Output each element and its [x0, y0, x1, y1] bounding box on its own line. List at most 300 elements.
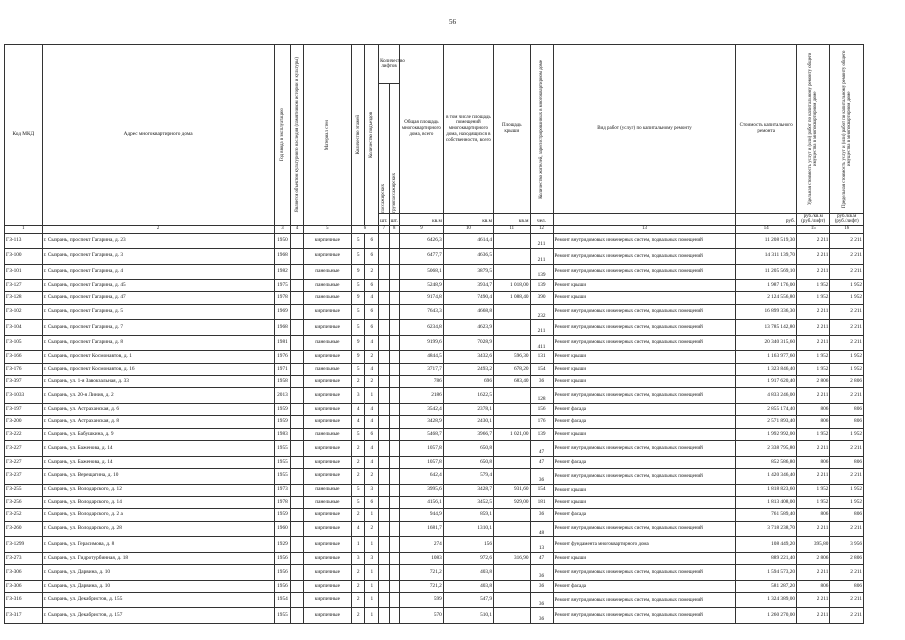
- cell-unit: 2 806: [797, 376, 830, 388]
- cell-cost: 1 987 176,00: [736, 280, 797, 292]
- table-row: [5, 509, 864, 521]
- cell-limit: 806: [830, 416, 864, 428]
- cell-address: г. Сызрань, ул. Гидротурбинная, д. 18: [42, 552, 274, 564]
- column-number: 10: [443, 225, 493, 233]
- cell-incl: 1622,5: [443, 388, 493, 404]
- cell-lc: [389, 233, 399, 249]
- cell-material: кирпичные: [303, 233, 351, 249]
- table-row: [5, 484, 864, 496]
- cell-heritage: [291, 363, 304, 375]
- cell-code: ГЗ-222: [5, 428, 43, 440]
- cell-code: ГЗ-113: [5, 233, 43, 249]
- cell-entrances: 6: [365, 496, 379, 508]
- cell-limit: 2 211: [830, 521, 864, 537]
- table-row: [5, 441, 864, 457]
- cell-heritage: [291, 484, 304, 496]
- cell-roof: [493, 304, 530, 320]
- cell-total: 4844,5: [399, 351, 443, 363]
- cell-lc: [389, 292, 399, 304]
- cell-year: 1978: [274, 292, 291, 304]
- cell-lp: [379, 292, 389, 304]
- cell-year: 1982: [274, 264, 291, 280]
- cell-residents: 154: [530, 484, 553, 496]
- cell-roof: [493, 509, 530, 521]
- cell-work: Ремонт фасада: [553, 416, 736, 428]
- cell-material: панельные: [303, 264, 351, 280]
- cell-residents: 139: [530, 264, 553, 280]
- cell-lc: [389, 509, 399, 521]
- cell-unit: 2 211: [797, 335, 830, 351]
- cell-year: 1983: [274, 428, 291, 440]
- cell-incl: 2493,2: [443, 363, 493, 375]
- cell-roof: [493, 441, 530, 457]
- column-number: 13: [553, 225, 736, 233]
- cell-floors: 4: [351, 403, 365, 415]
- cell-limit: 1 952: [830, 280, 864, 292]
- cell-entrances: 2: [365, 351, 379, 363]
- cell-unit: 806: [797, 580, 830, 592]
- cell-roof: 929,00: [493, 496, 530, 508]
- cell-lc: [389, 484, 399, 496]
- cell-cost: 1 813 408,00: [736, 496, 797, 508]
- cell-residents: 411: [530, 335, 553, 351]
- cell-incl: 2378,1: [443, 403, 493, 415]
- cell-total: 944,9: [399, 509, 443, 521]
- cell-residents: 47: [530, 456, 553, 468]
- cell-residents: 128: [530, 388, 553, 404]
- cell-code: ГЗ-176: [5, 363, 43, 375]
- cell-total: 7643,3: [399, 304, 443, 320]
- column-numbers-row: [5, 225, 864, 233]
- cell-incl: 2430,1: [443, 416, 493, 428]
- cell-material: кирпичные: [303, 608, 351, 624]
- cell-cost: 1 917 620,40: [736, 376, 797, 388]
- column-number: 1: [5, 225, 43, 233]
- table-row: [5, 521, 864, 537]
- cell-entrances: 4: [365, 363, 379, 375]
- cell-heritage: [291, 249, 304, 265]
- cell-address: г. Сызрань, проспект Космонавтов, д. 1: [42, 351, 274, 363]
- cell-limit: 2 211: [830, 264, 864, 280]
- cell-year: 1958: [274, 376, 291, 388]
- cell-heritage: [291, 521, 304, 537]
- cell-year: 2013: [274, 388, 291, 404]
- table-row: [5, 565, 864, 581]
- cell-total: 6477,7: [399, 249, 443, 265]
- cell-incl: 859,1: [443, 509, 493, 521]
- cell-residents: 47: [530, 441, 553, 457]
- cell-address: г. Сызрань, проспект Гагарина, д. 4: [42, 264, 274, 280]
- cell-work: Ремонт внутридомовых инженерных систем, подвальных помещений: [553, 304, 736, 320]
- cell-lp: [379, 580, 389, 592]
- cell-address: г. Сызрань, проспект Гагарина, д. 7: [42, 320, 274, 336]
- cell-floors: 2: [351, 608, 365, 624]
- cell-roof: [493, 521, 530, 537]
- cell-limit: 3 956: [830, 537, 864, 553]
- cell-year: 1975: [274, 280, 291, 292]
- column-number: 5: [303, 225, 351, 233]
- cell-unit: 2 211: [797, 320, 830, 336]
- cell-address: г. Сызрань, ул. Верещагина, д. 10: [42, 469, 274, 485]
- table-row: [5, 537, 864, 553]
- cell-total: 570: [399, 608, 443, 624]
- cell-limit: 1 952: [830, 292, 864, 304]
- cell-heritage: [291, 292, 304, 304]
- cell-total: 1681,7: [399, 521, 443, 537]
- cell-floors: 4: [351, 416, 365, 428]
- cell-cost: 1 992 992,00: [736, 428, 797, 440]
- cell-code: ГЗ-102: [5, 304, 43, 320]
- cell-address: г. Сызрань, ул. Астраханская, д. 6: [42, 403, 274, 415]
- table-row: [5, 304, 864, 320]
- col-roof-area-header: Площадь крыши: [493, 45, 530, 214]
- cell-address: г. Сызрань, ул. 1-я Завокзальная, д. 33: [42, 376, 274, 388]
- cell-year: 1954: [274, 592, 291, 608]
- cell-lc: [389, 580, 399, 592]
- cell-work: Ремонт внутридомовых инженерных систем, подвальных помещений: [553, 441, 736, 457]
- cell-residents: 36: [530, 376, 553, 388]
- cell-cost: 2 338 795,80: [736, 441, 797, 457]
- table-row: [5, 456, 864, 468]
- cell-lp: [379, 320, 389, 336]
- cell-code: ГЗ-105: [5, 335, 43, 351]
- cell-incl: 579,4: [443, 469, 493, 485]
- cell-limit: 806: [830, 509, 864, 521]
- cell-unit: 2 211: [797, 388, 830, 404]
- cell-cost: 1 594 573,20: [736, 565, 797, 581]
- cell-lp: [379, 592, 389, 608]
- cell-address: г. Сызрань, ул. Володарского, д. 28: [42, 521, 274, 537]
- col-limit-cost-header: Предельная стоимость услуг и (или) работ по капитальному ремонту общего имущества в многоквартирном доме: [830, 45, 864, 214]
- table-row: [5, 280, 864, 292]
- cell-heritage: [291, 428, 304, 440]
- cell-cost: 581 287,20: [736, 580, 797, 592]
- cell-heritage: [291, 351, 304, 363]
- cell-address: г. Сызрань, ул. Володарского, д. 2 а: [42, 509, 274, 521]
- cell-incl: 403,8: [443, 580, 493, 592]
- cell-lc: [389, 456, 399, 468]
- cell-limit: 2 211: [830, 233, 864, 249]
- cell-lc: [389, 441, 399, 457]
- cell-code: ГЗ-1299: [5, 537, 43, 553]
- cell-address: г. Сызрань, ул. Баженова, д. 14: [42, 456, 274, 468]
- cell-work: Ремонт крыши: [553, 351, 736, 363]
- cell-residents: 390: [530, 292, 553, 304]
- cell-residents: 131: [530, 351, 553, 363]
- cell-unit: 2 211: [797, 608, 830, 624]
- cell-roof: [493, 335, 530, 351]
- cell-roof: [493, 580, 530, 592]
- table-row: [5, 335, 864, 351]
- cell-lc: [389, 264, 399, 280]
- cell-heritage: [291, 335, 304, 351]
- cell-material: кирпичные: [303, 521, 351, 537]
- cell-address: г. Сызрань, ул. Володарского, д. 12: [42, 484, 274, 496]
- cell-roof: 596,30: [493, 351, 530, 363]
- cell-total: 599: [399, 592, 443, 608]
- cell-lp: [379, 552, 389, 564]
- cell-entrances: 4: [365, 292, 379, 304]
- cell-address: г. Сызрань, ул. Бабушкина, д. 9: [42, 428, 274, 440]
- cell-lp: [379, 416, 389, 428]
- cell-cost: 14 311 139,70: [736, 249, 797, 265]
- cell-incl: 3879,5: [443, 264, 493, 280]
- cell-unit: 2 211: [797, 304, 830, 320]
- cell-cost: 2 855 174,40: [736, 403, 797, 415]
- cell-lp: [379, 537, 389, 553]
- cell-entrances: 6: [365, 233, 379, 249]
- cell-lp: [379, 351, 389, 363]
- cell-heritage: [291, 496, 304, 508]
- cell-cost: 1 818 823,60: [736, 484, 797, 496]
- cell-cost: 1 260 270,00: [736, 608, 797, 624]
- cell-incl: 156: [443, 537, 493, 553]
- column-number: 11: [493, 225, 530, 233]
- cell-unit: 1 952: [797, 292, 830, 304]
- cell-material: панельные: [303, 496, 351, 508]
- cell-residents: 36: [530, 509, 553, 521]
- cell-entrances: 6: [365, 249, 379, 265]
- cell-unit: 806: [797, 456, 830, 468]
- cell-incl: 650,8: [443, 456, 493, 468]
- cell-total: 4156,1: [399, 496, 443, 508]
- cell-cost: 4 833 246,00: [736, 388, 797, 404]
- cell-cost: 2 124 556,80: [736, 292, 797, 304]
- cell-total: 1057,8: [399, 441, 443, 457]
- cell-code: ГЗ-166: [5, 351, 43, 363]
- cell-code: ГЗ-255: [5, 484, 43, 496]
- cell-lp: [379, 456, 389, 468]
- cell-material: кирпичные: [303, 456, 351, 468]
- cell-entrances: 4: [365, 441, 379, 457]
- cell-work: Ремонт внутридомовых инженерных систем, подвальных помещений: [553, 249, 736, 265]
- cell-lp: [379, 496, 389, 508]
- cell-total: 5468,7: [399, 428, 443, 440]
- cell-lp: [379, 509, 389, 521]
- cell-work: Ремонт внутридомовых инженерных систем, подвальных помещений: [553, 388, 736, 404]
- cell-entrances: 1: [365, 580, 379, 592]
- col-heritage-header: Является объектом культурного наследия (памятником истории и культуры): [291, 45, 304, 226]
- col-cost-header: Стоимость капитального ремонта: [736, 45, 797, 214]
- cell-incl: 4623,9: [443, 320, 493, 336]
- cell-code: ГЗ-306: [5, 580, 43, 592]
- cell-floors: 9: [351, 264, 365, 280]
- cell-work: Ремонт внутридомовых инженерных систем, подвальных помещений: [553, 521, 736, 537]
- cell-material: кирпичные: [303, 351, 351, 363]
- cell-unit: 1 952: [797, 351, 830, 363]
- cell-address: г. Сызрань, ул. Дарвина, д. 10: [42, 580, 274, 592]
- cell-heritage: [291, 580, 304, 592]
- cell-total: 274: [399, 537, 443, 553]
- cell-heritage: [291, 537, 304, 553]
- cell-total: 9174,8: [399, 292, 443, 304]
- cell-unit: 2 211: [797, 592, 830, 608]
- cell-work: Ремонт крыши: [553, 363, 736, 375]
- cell-heritage: [291, 304, 304, 320]
- cell-floors: 4: [351, 521, 365, 537]
- cell-heritage: [291, 565, 304, 581]
- cell-roof: [493, 608, 530, 624]
- cell-limit: 806: [830, 456, 864, 468]
- cell-address: г. Сызрань, ул. Дарвина, д. 10: [42, 565, 274, 581]
- cell-code: ГЗ-200: [5, 416, 43, 428]
- table-row: [5, 320, 864, 336]
- cell-total: 1057,8: [399, 456, 443, 468]
- cell-work: Ремонт внутридомовых инженерных систем, подвальных помещений: [553, 335, 736, 351]
- cell-material: кирпичные: [303, 388, 351, 404]
- cell-code: ГЗ-127: [5, 280, 43, 292]
- cell-code: ГЗ-1033: [5, 388, 43, 404]
- cell-limit: 1 952: [830, 428, 864, 440]
- table-row: [5, 388, 864, 404]
- cell-entrances: 1: [365, 509, 379, 521]
- cell-total: 6234,8: [399, 320, 443, 336]
- cell-year: 1969: [274, 304, 291, 320]
- cell-code: ГЗ-237: [5, 469, 43, 485]
- cell-residents: 139: [530, 280, 553, 292]
- col-floors-header: Количество этажей: [351, 45, 365, 226]
- cell-material: панельные: [303, 280, 351, 292]
- cell-heritage: [291, 441, 304, 457]
- cell-unit: 806: [797, 509, 830, 521]
- cell-lp: [379, 304, 389, 320]
- cell-address: г. Сызрань, проспект Гагарина, д. 3: [42, 249, 274, 265]
- cell-lp: [379, 335, 389, 351]
- cell-incl: 7028,9: [443, 335, 493, 351]
- cell-material: кирпичные: [303, 376, 351, 388]
- cell-floors: 5: [351, 320, 365, 336]
- cell-address: г. Сызрань, проспект Космонавтов, д. 16: [42, 363, 274, 375]
- cell-code: ГЗ-128: [5, 292, 43, 304]
- cell-address: г. Сызрань, проспект Гагарина, д. 23: [42, 233, 274, 249]
- cell-cost: 1 163 977,60: [736, 351, 797, 363]
- cell-code: ГЗ-260: [5, 521, 43, 537]
- cell-unit: 1 952: [797, 496, 830, 508]
- cell-incl: 3966,7: [443, 428, 493, 440]
- cell-lc: [389, 304, 399, 320]
- cell-cost: 761 589,40: [736, 509, 797, 521]
- cell-code: ГЗ-397: [5, 376, 43, 388]
- cell-floors: 2: [351, 580, 365, 592]
- cell-code: ГЗ-100: [5, 249, 43, 265]
- cell-code: ГЗ-197: [5, 403, 43, 415]
- cell-lp: [379, 608, 389, 624]
- cell-heritage: [291, 592, 304, 608]
- cell-material: панельные: [303, 292, 351, 304]
- cell-cost: 1 323 846,40: [736, 363, 797, 375]
- cell-floors: 2: [351, 456, 365, 468]
- cell-roof: 316,90: [493, 552, 530, 564]
- cell-work: Ремонт фундамента многоквартирного дома: [553, 537, 736, 553]
- cell-entrances: 2: [365, 264, 379, 280]
- cell-lc: [389, 496, 399, 508]
- cell-unit: 2 211: [797, 264, 830, 280]
- cell-heritage: [291, 388, 304, 404]
- cell-incl: 972,6: [443, 552, 493, 564]
- cell-heritage: [291, 233, 304, 249]
- cell-incl: 1310,1: [443, 521, 493, 537]
- cell-roof: [493, 233, 530, 249]
- cell-unit: 2 211: [797, 469, 830, 485]
- cell-heritage: [291, 509, 304, 521]
- cell-address: г. Сызрань, проспект Гагарина, д. 45: [42, 280, 274, 292]
- cell-lc: [389, 388, 399, 404]
- cell-lp: [379, 428, 389, 440]
- cell-residents: 156: [530, 403, 553, 415]
- cell-floors: 2: [351, 441, 365, 457]
- cell-heritage: [291, 416, 304, 428]
- cell-heritage: [291, 376, 304, 388]
- table-row: [5, 416, 864, 428]
- cell-incl: 3428,7: [443, 484, 493, 496]
- cell-total: 3717,7: [399, 363, 443, 375]
- cell-total: 786: [399, 376, 443, 388]
- cell-entrances: 3: [365, 484, 379, 496]
- cell-limit: 2 211: [830, 335, 864, 351]
- cell-floors: 5: [351, 280, 365, 292]
- col-incl-area-header: в том числе площадь помещений многоквартирного дома, находящихся в собственности, всего: [443, 45, 493, 214]
- cell-material: кирпичные: [303, 469, 351, 485]
- cell-lp: [379, 376, 389, 388]
- cell-cost: 889 221,40: [736, 552, 797, 564]
- cell-year: 1978: [274, 496, 291, 508]
- cell-material: кирпичные: [303, 552, 351, 564]
- cell-year: 1955: [274, 441, 291, 457]
- cell-material: кирпичные: [303, 509, 351, 521]
- cell-incl: 4636,5: [443, 249, 493, 265]
- cell-work: Ремонт внутридомовых инженерных систем, подвальных помещений: [553, 592, 736, 608]
- cell-floors: 5: [351, 363, 365, 375]
- cell-material: кирпичные: [303, 304, 351, 320]
- table-row: [5, 376, 864, 388]
- cell-floors: 9: [351, 292, 365, 304]
- cell-lp: [379, 249, 389, 265]
- cell-roof: 931,60: [493, 484, 530, 496]
- cell-work: Ремонт фасада: [553, 580, 736, 592]
- cell-work: Ремонт крыши: [553, 428, 736, 440]
- cell-cost: 108 449,20: [736, 537, 797, 553]
- cell-lc: [389, 320, 399, 336]
- cell-floors: 5: [351, 484, 365, 496]
- cell-unit: 2 211: [797, 233, 830, 249]
- cell-material: кирпичные: [303, 565, 351, 581]
- cell-floors: 2: [351, 469, 365, 485]
- cell-limit: 2 211: [830, 565, 864, 581]
- cell-limit: 2 211: [830, 249, 864, 265]
- cell-limit: 2 211: [830, 469, 864, 485]
- cell-year: 1956: [274, 565, 291, 581]
- cell-entrances: 6: [365, 428, 379, 440]
- cell-cost: 11 208 519,30: [736, 233, 797, 249]
- cell-work: Ремонт внутридомовых инженерных систем, подвальных помещений: [553, 608, 736, 624]
- cell-entrances: 4: [365, 456, 379, 468]
- column-number: 6: [351, 225, 378, 233]
- cell-cost: 3 718 238,70: [736, 521, 797, 537]
- cell-total: 721,2: [399, 580, 443, 592]
- cell-roof: [493, 416, 530, 428]
- cell-roof: 1 021,00: [493, 428, 530, 440]
- cell-year: 1955: [274, 469, 291, 485]
- cell-lc: [389, 351, 399, 363]
- cell-incl: 696: [443, 376, 493, 388]
- cell-lp: [379, 233, 389, 249]
- cell-work: Ремонт фасада: [553, 456, 736, 468]
- cell-floors: 9: [351, 351, 365, 363]
- table-row: [5, 608, 864, 624]
- cell-address: г. Сызрань, ул. 20-я Линия, д. 2: [42, 388, 274, 404]
- cell-year: 1959: [274, 416, 291, 428]
- cell-lc: [389, 428, 399, 440]
